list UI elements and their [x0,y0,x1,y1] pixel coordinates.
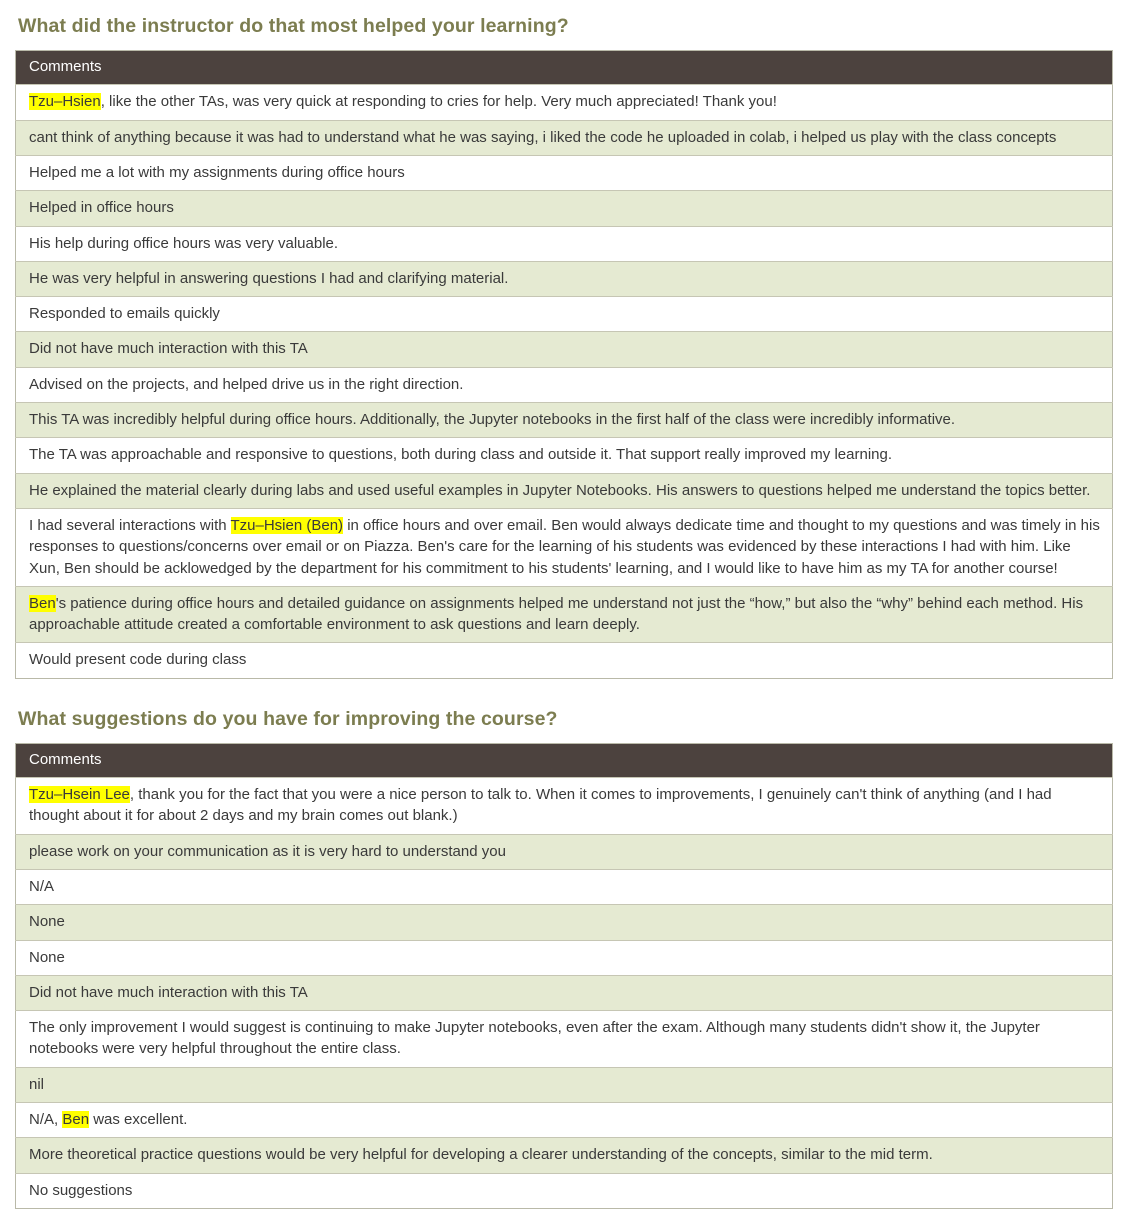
comment-cell [16,508,1113,586]
page-title: What did the instructor do that most helped your learning? [18,15,569,37]
table-header-row [16,51,1113,85]
table-row [16,834,1113,869]
comment-text: Did not have much interaction with this TA [29,340,308,358]
table-row [16,155,1113,190]
comment-text: The TA was approachable and responsive to questions, both during class and outside it. That support really improved my learning. [29,446,892,464]
table-row [16,905,1113,940]
comment-text: None [29,913,65,931]
table-row [16,120,1113,155]
section-course-suggestions [0,679,1125,1209]
table-row [16,367,1113,402]
comment-cell [16,297,1113,332]
comment-cell [16,191,1113,226]
comment-cell [16,1103,1113,1138]
table-row [16,869,1113,904]
highlighted-name: Ben [29,594,56,612]
comment-text: , thank you for the fact that you were a nice person to talk to. When it comes to improvements, I genuinely can't think of anything (and I had thought about it for about 2 days and my brain comes out blank.) [29,786,1052,825]
comment-text: 's patience during office hours and detailed guidance on assignments helped me understand not just the “how,” but also the “why” behind each method. His approachable attitude created a comfortable environment to ask questions and learn deeply. [29,594,1084,634]
comment-cell [16,1011,1113,1068]
comment-text: I had several interactions with [29,516,231,534]
table-row [16,191,1113,226]
comment-cell [16,261,1113,296]
comment-cell [16,226,1113,261]
table-row [16,643,1113,678]
table-row [16,403,1113,438]
comment-cell [16,155,1113,190]
comments-table-1 [15,50,1113,678]
highlighted-name: Tzu–Hsien [29,93,101,111]
table-row [16,586,1113,643]
comment-text: cant think of anything because it was had to understand what he was saying, i liked the code he uploaded in colab, i helped us play with the class concepts [29,128,1057,146]
column-header-comments: Comments [16,744,1113,778]
comment-text: The only improvement I would suggest is continuing to make Jupyter notebooks, even after the exam. Although many students didn't show it, the Jupyter notebooks were very helpful throughout the entire class. [29,1019,1040,1058]
comment-text: Helped in office hours [29,199,174,217]
table-row [16,1067,1113,1102]
table-row [16,438,1113,473]
comment-text: in office hours and over email. Ben would always dedicate time and thought to my questions and was timely in his responses to questions/concerns over email or on Piazza. Ben's care for the learning of his students was evidenced by these interactions I had with him. Like Xun, Ben should be acklowedged by the department for his commitment to his students' learning, and I would like to have him as my TA for another course! [29,516,1100,577]
table-body-2 [16,778,1113,1209]
comment-cell [16,1067,1113,1102]
comment-cell [16,975,1113,1010]
table-row [16,508,1113,586]
table-header [16,744,1113,778]
table-row [16,297,1113,332]
table-row [16,940,1113,975]
comment-text: This TA was incredibly helpful during office hours. Additionally, the Jupyter notebooks in the first half of the class were incredibly informative. [29,411,956,429]
highlighted-name: Tzu–Hsein Lee [29,786,130,804]
comment-text: None [29,948,65,966]
comments-table-2 [15,743,1113,1209]
comment-cell [16,834,1113,869]
comment-cell [16,438,1113,473]
column-header-comments: Comments [16,51,1113,85]
comment-cell [16,1138,1113,1173]
table-row [16,473,1113,508]
comment-text: Would present code during class [29,651,247,669]
comment-text: please work on your communication as it is very hard to understand you [29,842,506,860]
highlighted-name: Ben [62,1111,90,1129]
comment-cell [16,778,1113,835]
table-row [16,332,1113,367]
comment-text: was excellent. [89,1111,188,1129]
comment-text: More theoretical practice questions would be very helpful for developing a clearer understanding of the concepts, similar to the mid term. [29,1146,933,1164]
table-row [16,85,1113,120]
page-subtitle: What suggestions do you have for improving the course? [18,707,558,730]
comment-cell [16,473,1113,508]
comment-cell [16,940,1113,975]
comment-cell [16,332,1113,367]
comment-text: , like the other TAs, was very quick at responding to cries for help. Very much appreciated! Thank you! [100,93,777,111]
comment-cell [16,85,1113,120]
comment-text: He was very helpful in answering questions I had and clarifying material. [29,269,509,287]
comment-text: Advised on the projects, and helped drive us in the right direction. [29,375,464,393]
table-body-1 [16,85,1113,678]
comment-text: No suggestions [29,1181,133,1199]
table-header-row [16,744,1113,778]
table-row [16,261,1113,296]
table-row [16,226,1113,261]
comment-cell [16,120,1113,155]
comment-cell [16,1173,1113,1208]
table-header [16,51,1113,85]
comment-text: Helped me a lot with my assignments during office hours [29,163,405,181]
comment-text: N/A, [29,1111,63,1129]
comment-text: N/A [29,877,55,895]
highlighted-name: Tzu–Hsien (Ben) [230,516,344,534]
table-row [16,1173,1113,1208]
table-row [16,975,1113,1010]
comment-cell [16,586,1113,643]
comment-cell [16,367,1113,402]
comment-text: His help during office hours was very valuable. [29,234,339,252]
comment-cell [16,643,1113,678]
table-row [16,1011,1113,1068]
comment-text: nil [29,1075,45,1093]
comment-cell [16,403,1113,438]
table-row [16,1138,1113,1173]
comment-cell [16,905,1113,940]
table-row [16,1103,1113,1138]
table-row [16,778,1113,835]
comment-cell [16,869,1113,904]
comment-text: Did not have much interaction with this TA [29,983,308,1001]
comment-text: He explained the material clearly during labs and used useful examples in Jupyter Notebooks. His answers to questions helped me understand the topics better. [29,481,1091,499]
comment-text: Responded to emails quickly [29,305,220,323]
